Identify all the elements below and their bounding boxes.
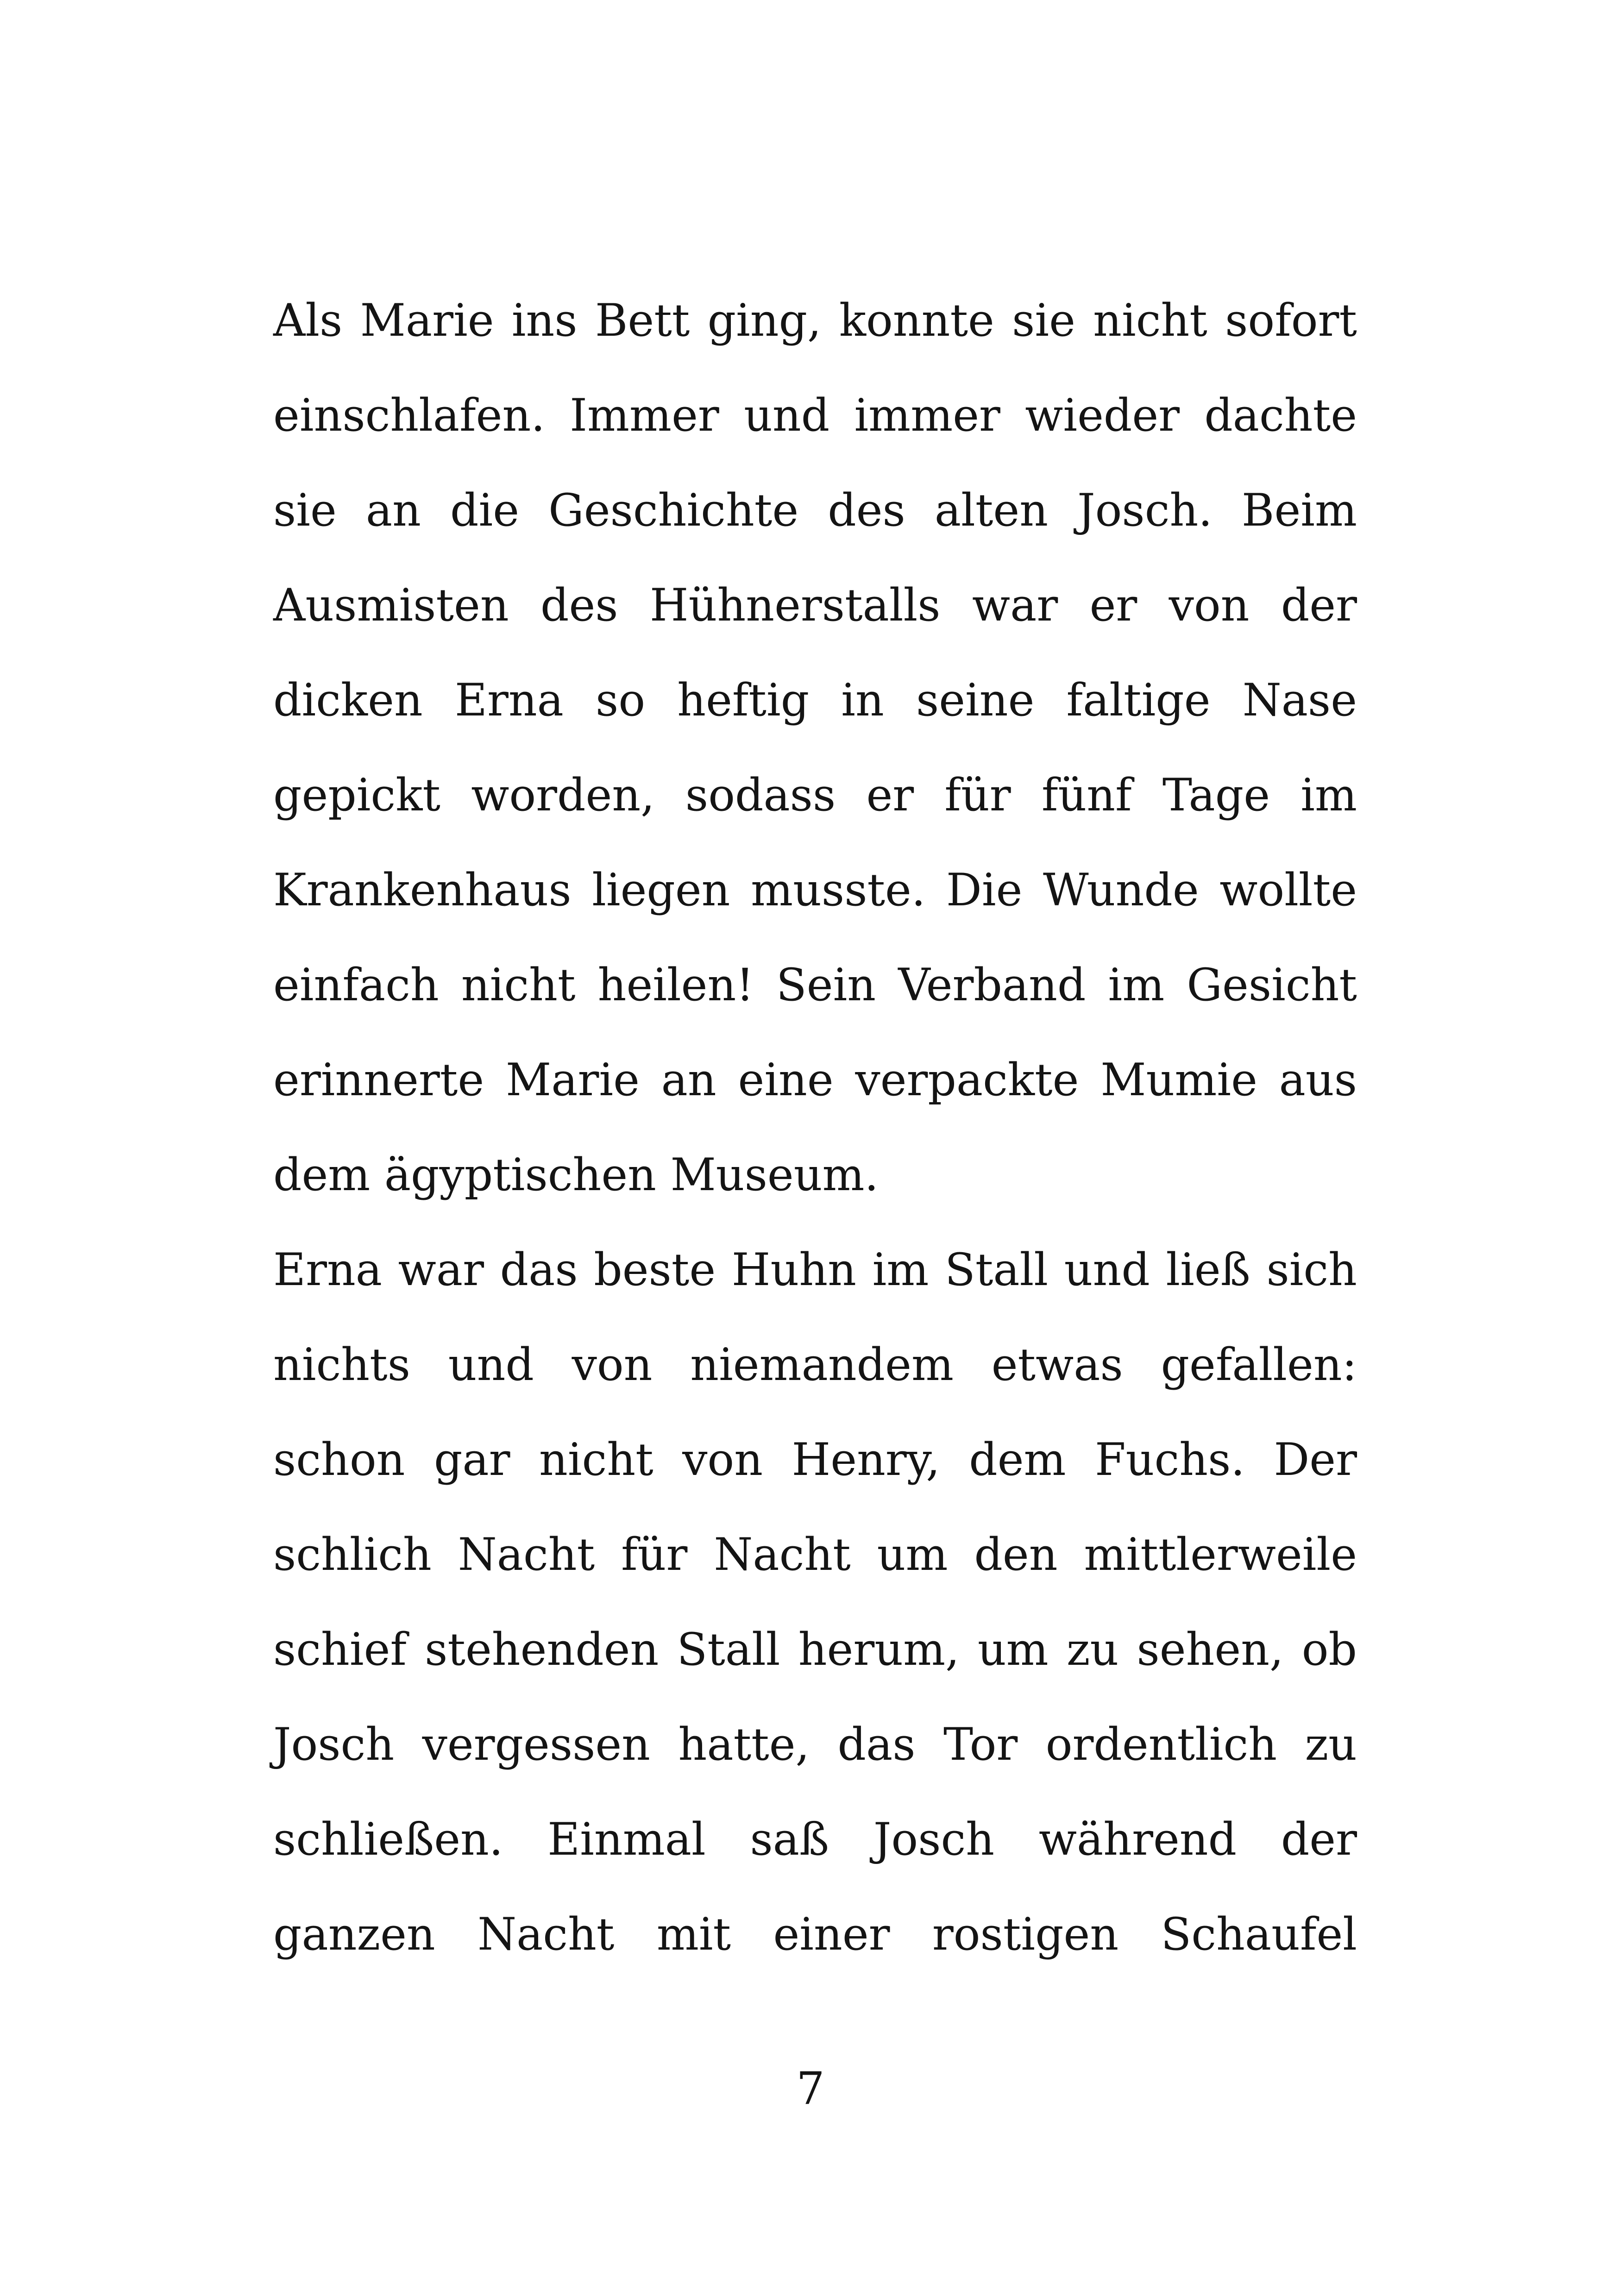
text-line: erinnerte Marie an eine verpackte Mumie aus (273, 1054, 1357, 1106)
paragraph-1 (273, 273, 1357, 1223)
paragraph-2 (273, 1223, 1357, 1982)
text-line: nichts und von niemandem etwas gefallen: (273, 1339, 1357, 1391)
text-line: Als Marie ins Bett ging, konnte sie nicht sofort (273, 295, 1357, 346)
body-text (273, 273, 1357, 1982)
text-line: Krankenhaus liegen musste. Die Wunde wollte (273, 864, 1357, 916)
text-line: dicken Erna so heftig in seine faltige Nase (273, 674, 1357, 726)
text-line: schief stehenden Stall herum, um zu sehen, ob (273, 1624, 1357, 1675)
text-line: schließen. Einmal saß Josch während der (273, 1813, 1357, 1865)
text-line: dem ägyptischen Museum. (273, 1149, 879, 1201)
text-line: einschlafen. Immer und immer wieder dachte (273, 389, 1357, 441)
text-line: Erna war das beste Huhn im Stall und ließ sich (273, 1244, 1357, 1296)
text-line: einfach nicht heilen! Sein Verband im Gesicht (273, 959, 1357, 1011)
text-line: schlich Nacht für Nacht um den mittlerweile (273, 1529, 1357, 1581)
text-line: gepickt worden, sodass er für fünf Tage im (273, 769, 1357, 821)
text-line: Josch vergessen hatte, das Tor ordentlich zu (273, 1719, 1357, 1770)
text-line: sie an die Geschichte des alten Josch. Beim (273, 484, 1357, 536)
text-line: Ausmisten des Hühnerstalls war er von der (273, 579, 1357, 631)
text-line: schon gar nicht von Henry, dem Fuchs. Der (273, 1434, 1357, 1486)
text-line: ganzen Nacht mit einer rostigen Schaufel (273, 1908, 1357, 1960)
page-number: 7 (796, 2063, 825, 2114)
